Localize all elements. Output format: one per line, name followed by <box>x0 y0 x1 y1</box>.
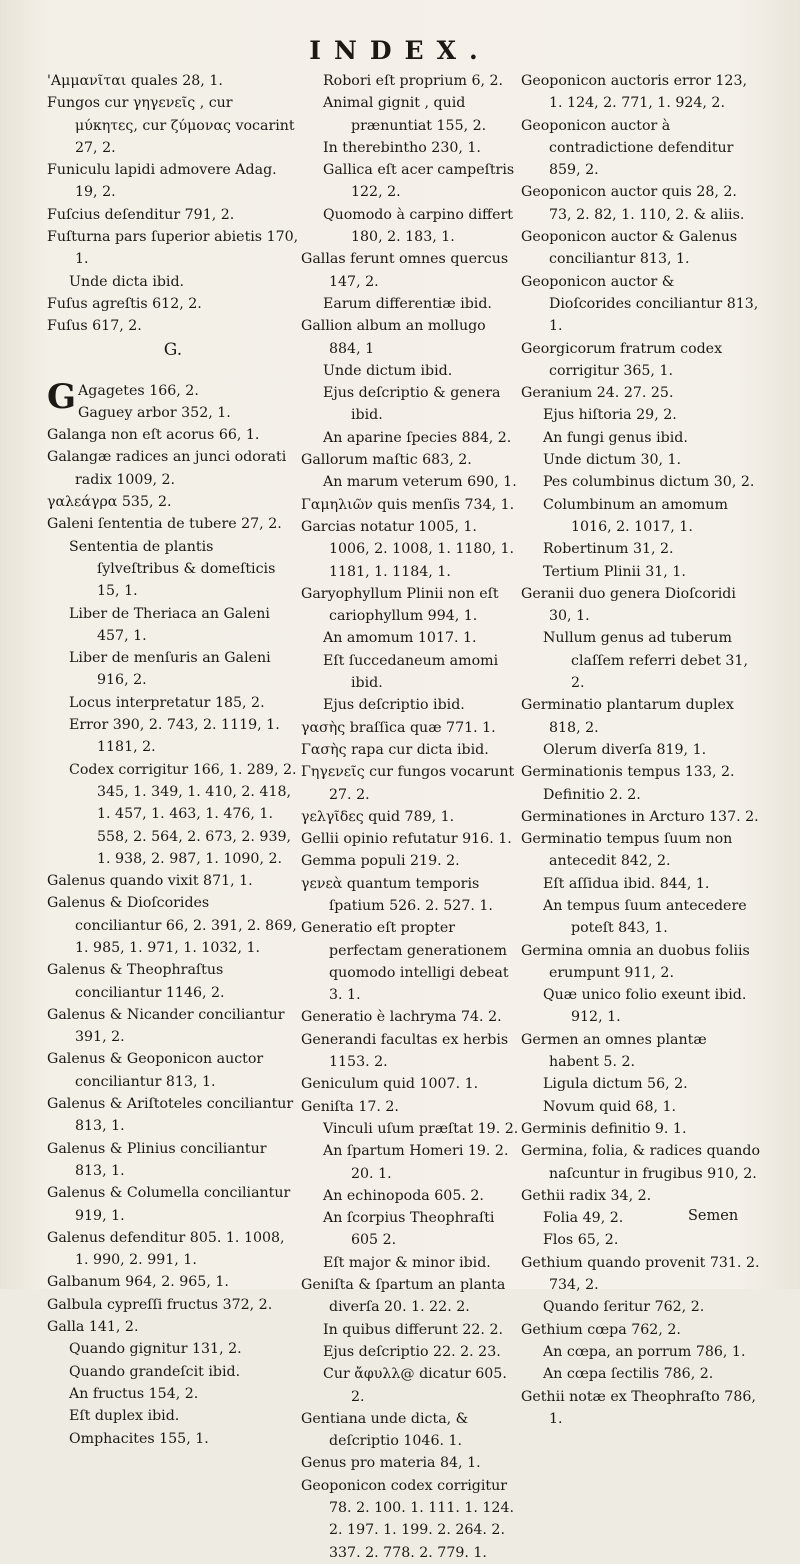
index-entry: Galenus defenditur 805. 1. 1008, 1. 990, 2. 991, 1. <box>47 1229 285 1269</box>
index-entry: Fuſus agreſtis 612, 2. <box>47 295 202 312</box>
index-entry: Geranii duo genera Dioſcoridi 30, 1. <box>521 585 736 625</box>
index-entry: Geniſta & ſpartum an planta diverſa 20. 1. 22. 2. <box>301 1277 506 1316</box>
index-entry: Geoponicon auctor à contradictione defenditur 859, 2. <box>521 117 734 179</box>
catchword: Semen <box>688 1208 739 1224</box>
section-spacer <box>47 362 299 380</box>
index-entry: γενεὰ quantum temporis ſpatium 526. 2. 527. 1. <box>301 875 493 914</box>
index-entry: γασὴς braſſica quæ 771. 1. <box>301 719 496 736</box>
index-entry: Gellii opinio refutatur 916. 1. <box>301 831 512 848</box>
index-entry: Gallion album an mollugo 884, 1 <box>301 318 486 357</box>
index-subentry: Cur ἄφυλλ@ dicatur 605. 2. <box>323 1366 507 1405</box>
index-entry: Galla 141, 2. <box>47 1319 139 1336</box>
index-entry: Galeni ſententia de tubere 27, 2. <box>47 516 282 533</box>
index-subentry: Ejus deſcriptio 22. 2. 23. <box>323 1343 501 1360</box>
index-entry: Galenus & Plinius conciliantur 813, 1. <box>47 1140 267 1179</box>
index-entry: Funiculu lapidi admovere Adag. 19, 2. <box>47 162 277 201</box>
index-entry: Generandi facultas ex herbis 1153. 2. <box>301 1031 509 1071</box>
index-subentry: Omphacites 155, 1. <box>69 1430 209 1447</box>
index-subentry: An cœpa, an porrum 786, 1. <box>543 1343 746 1360</box>
index-subentry: An tempus ſuum antecedere poteſt 843, 1. <box>543 897 747 937</box>
index-subentry: Pes columbinus dictum 30, 2. <box>543 474 755 491</box>
index-subentry: Unde dictum ibid. <box>323 362 453 379</box>
index-entry: Γασὴς rapa cur dicta ibid. <box>301 741 489 758</box>
index-entry: Gallorum maſtic 683, 2. <box>301 452 472 469</box>
index-subentry: Animal gignit , quid prænuntiat 155, 2. <box>323 95 487 134</box>
index-entry: Galenus & Geoponicon auctor conciliantur 813, 1. <box>47 1051 264 1090</box>
index-entry: Geoponicon codex corrigitur 78. 2. 100. 1. 111. 1. 124. 2. 197. 1. 199. 2. 264. 2. 337. 2. 778. 2. 779. 1. <box>301 1477 514 1561</box>
index-entry: Galenus & Columella conciliantur 919, 1. <box>47 1185 291 1224</box>
page-header: INDEX. <box>309 36 491 65</box>
index-entry: Galbanum 964, 2. 965, 1. <box>47 1274 229 1291</box>
index-entry: γαλεάγρα 535, 2. <box>47 494 172 511</box>
index-entry: Geoponicon auctor quis 28, 2. 73, 2. 82, 1. 110, 2. & aliis. <box>521 184 745 223</box>
index-column-3 <box>521 70 761 1430</box>
index-entry: Generatio eſt propter perfectam generationem quomodo intelligi debeat 3. 1. <box>301 920 509 1004</box>
index-entry: Generatio è lachryma 74. 2. <box>301 1009 502 1026</box>
index-entry: Geoponicon auctoris error 123, 1. 124, 2. 771, 1. 924, 2. <box>521 73 747 112</box>
index-column-1 <box>47 70 299 1450</box>
index-subentry: Codex corrigitur 166, 1. 289, 2. 345, 1. 349, 1. 410, 2. 418, 1. 457, 1. 463, 1. 476, 1. 558, 2. 564, 2. 673, 2. 939, 1. 938, 2. 987, 1. 1090, 2. <box>69 761 297 867</box>
index-entry: Germina, folia, & radices quando naſcuntur in frugibus 910, 2. <box>521 1143 761 1182</box>
index-entry: Georgicorum fratrum codex corrigitur 365, 1. <box>521 340 723 379</box>
letter-heading: G. <box>163 339 183 360</box>
index-subentry: Gallica eſt acer campeſtris 122, 2. <box>323 162 515 201</box>
index-subentry: Quando ſeritur 762, 2. <box>543 1299 705 1316</box>
index-subentry: Error 390, 2. 743, 2. 1119, 1. 1181, 2. <box>69 717 280 756</box>
index-entry: Geniſta 17. 2. <box>301 1098 399 1115</box>
index-entry: Gethii notæ ex Theophraſto 786, 1. <box>521 1388 756 1427</box>
index-subentry: Eſt major & minor ibid. <box>323 1254 491 1271</box>
index-subentry: Quæ unico folio exeunt ibid. 912, 1. <box>543 987 747 1026</box>
index-subentry: In therebintho 230, 1. <box>323 139 481 156</box>
index-subentry: An cœpa ſectilis 786, 2. <box>543 1366 714 1383</box>
index-subentry: An amomum 1017. 1. <box>323 630 477 647</box>
index-entry: Fuſcius deſenditur 791, 2. <box>47 206 235 223</box>
index-subentry: Flos 65, 2. <box>543 1232 619 1249</box>
index-subentry: An aparine ſpecies 884, 2. <box>323 429 512 446</box>
index-subentry: Eſt ſuccedaneum amomi ibid. <box>323 652 499 692</box>
index-subentry: Robertinum 31, 2. <box>543 541 674 558</box>
index-entry: γελγῖδες quid 789, 1. <box>301 808 455 825</box>
index-entry: Fungos cur γηγενεῖς , cur μύκητες, cur ζύμονας vocarint 27, 2. <box>47 95 295 156</box>
index-entry: Gethium cœpa 762, 2. <box>521 1321 681 1338</box>
index-subentry: Nullum genus ad tuberum claſſem referri debet 31, 2. <box>543 630 748 692</box>
index-entry: Galenus & Theophraſtus conciliantur 1146, 2. <box>47 962 225 1001</box>
index-entry: Germinis definitio 9. 1. <box>521 1120 687 1137</box>
index-subentry: An fungi genus ibid. <box>543 429 688 446</box>
index-subentry: Sententia de plantis ſylveſtribus & domeſticis 15, 1. <box>69 538 276 600</box>
index-subentry: Unde dicta ibid. <box>69 273 185 290</box>
index-subentry: Liber de menſuris an Galeni 916, 2. <box>69 650 271 689</box>
index-subentry: Ejus deſcriptio & genera ibid. <box>323 385 501 424</box>
index-entry: Galangæ radices an junci odorati radix 1009, 2. <box>47 449 287 488</box>
index-entry: Garcias notatur 1005, 1. 1006, 2. 1008, 1. 1180, 1. 1181, 1. 1184, 1. <box>301 518 515 580</box>
index-entry-text: Agagetes 166, 2. <box>78 382 199 399</box>
index-entry: Galenus & Ariſtoteles conciliantur 813, 1. <box>47 1096 294 1135</box>
index-subentry: Quomodo à carpino differt 180, 2. 183, 1. <box>323 206 513 246</box>
index-subentry: Eſt aſſidua ibid. 844, 1. <box>543 875 710 892</box>
index-subentry: Olerum diverſa 819, 1. <box>543 741 707 758</box>
index-entry: Galenus & Nicander conciliantur 391, 2. <box>47 1006 285 1046</box>
index-entry: Gethii radix 34, 2. <box>521 1187 652 1204</box>
index-entry: Galenus & Dioſcorides conciliantur 66, 2. 391, 2. 869, 1. 985, 1. 971, 1. 1032, 1. <box>47 895 297 956</box>
index-entry: Geniculum quid 1007. 1. <box>301 1076 479 1093</box>
index-subentry: Columbinum an amomum 1016, 2. 1017, 1. <box>543 496 728 535</box>
index-entry: Garyophyllum Plinii non eſt cariophyllum 994, 1. <box>301 585 499 625</box>
index-entry: Genus pro materia 84, 1. <box>301 1455 481 1472</box>
index-subentry: An marum veterum 690, 1. <box>323 474 517 491</box>
index-entry: Geranium 24. 27. 25. <box>521 385 674 402</box>
index-entry: Geoponicon auctor & Galenus conciliantur 813, 1. <box>521 229 738 268</box>
index-entry: Germina omnia an duobus foliis erumpunt 911, 2. <box>521 942 750 981</box>
index-subentry: Ejus hiſtoria 29, 2. <box>543 407 677 424</box>
index-entry: 'Αμμανῖται quales 28, 1. <box>47 73 223 89</box>
index-entry: Germinatio plantarum duplex 818, 2. <box>521 697 734 736</box>
index-subentry: An fructus 154, 2. <box>69 1385 199 1402</box>
index-subentry: Locus interpretatur 185, 2. <box>69 694 265 711</box>
index-entry: Fuſus 617, 2. <box>47 318 142 335</box>
index-subentry: Quando grandeſcit ibid. <box>69 1363 241 1380</box>
index-entry: Germinatio tempus ſuum non antecedit 842, 2. <box>521 831 733 870</box>
index-subentry: An echinopoda 605. 2. <box>323 1187 484 1204</box>
index-entry: Gethium quando provenit 731. 2. 734, 2. <box>521 1254 760 1294</box>
index-subentry: Ligula dictum 56, 2. <box>543 1076 688 1093</box>
index-subentry: Unde dictum 30, 1. <box>543 452 682 469</box>
index-subentry: Definitio 2. 2. <box>543 786 641 803</box>
index-entry: Galanga non eſt acorus 66, 1. <box>47 427 260 444</box>
index-entry: Γηγενεῖς cur fungos vocarunt 27. 2. <box>301 764 515 803</box>
index-entry: Galenus quando vixit 871, 1. <box>47 873 253 890</box>
index-entry: Galbula cypreſſi fructus 372, 2. <box>47 1296 273 1313</box>
index-subentry: Vinculi uſum præſtat 19. 2. <box>323 1120 519 1137</box>
index-entry: Gaguey arbor 352, 1. <box>78 404 231 421</box>
index-subentry: Folia 49, 2. <box>543 1210 624 1227</box>
index-entry: Gentiana unde dicta, & deſcriptio 1046. 1. <box>301 1410 469 1450</box>
index-entry: Fuſturna pars ſuperior abietis 170, 1. <box>47 229 299 268</box>
index-subentry: In quibus differunt 22. 2. <box>323 1321 503 1338</box>
index-subentry: Quando gignitur 131, 2. <box>69 1341 242 1358</box>
index-subentry: An ſpartum Homeri 19. 2. 20. 1. <box>323 1143 509 1182</box>
index-entry: Gemma populi 219. 2. <box>301 853 460 870</box>
index-subentry: Eſt duplex ibid. <box>69 1408 180 1425</box>
index-subentry: Ejus deſcriptio ibid. <box>323 697 465 714</box>
drop-cap-initial: G <box>47 376 77 417</box>
index-subentry: Novum quid 68, 1. <box>543 1098 677 1115</box>
index-entry: Γαμηλιῶν quis menſis 734, 1. <box>301 496 515 513</box>
index-subentry: Robori eſt proprium 6, 2. <box>323 73 504 89</box>
index-entry: Germinationes in Arcturo 137. 2. <box>521 808 759 825</box>
index-subentry: Earum differentiæ ibid. <box>323 295 492 312</box>
index-entry: Geoponicon auctor & Dioſcorides conciliantur 813, 1. <box>521 273 759 335</box>
index-entry: Germinationis tempus 133, 2. <box>521 764 735 781</box>
index-entry: Gallas ferunt omnes quercus 147, 2. <box>301 251 509 290</box>
index-subentry: Liber de Theriaca an Galeni 457, 1. <box>69 605 270 644</box>
index-subentry: An ſcorpius Theophraſti 605 2. <box>323 1210 495 1249</box>
index-column-2 <box>301 70 520 1564</box>
index-entry: Germen an omnes plantæ habent 5. 2. <box>521 1031 707 1071</box>
index-subentry: Tertium Plinii 31, 1. <box>543 563 686 580</box>
